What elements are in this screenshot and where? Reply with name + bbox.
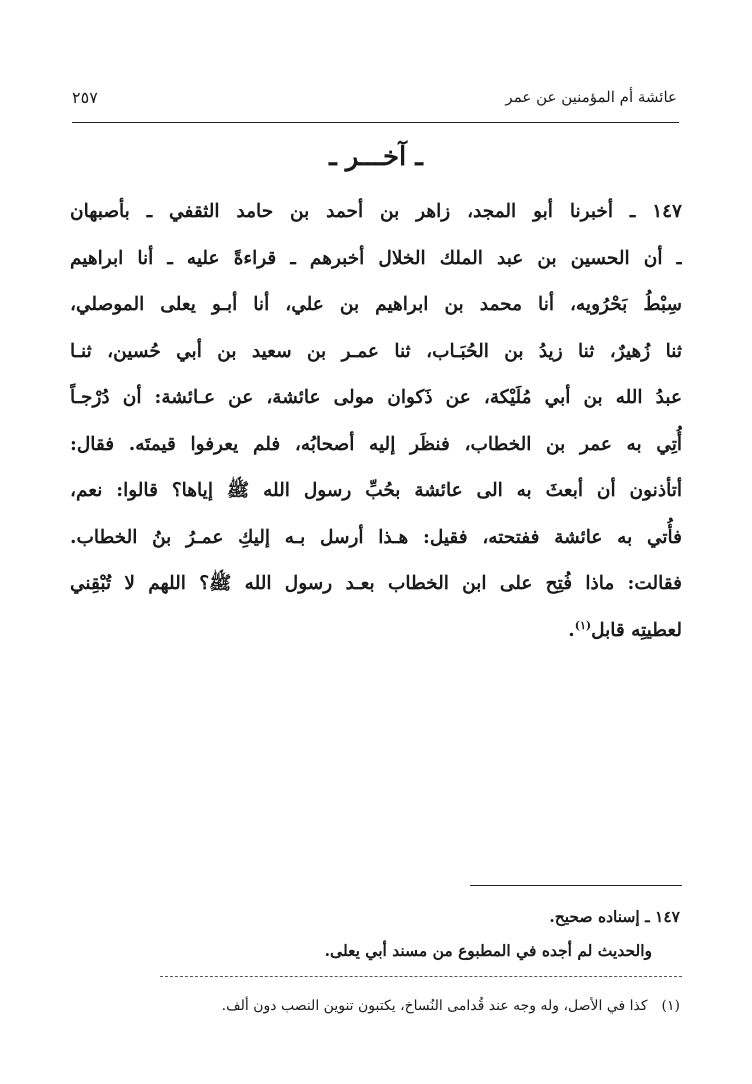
footnote-line: والحديث لم أجده في المطبوع من مسند أبي يعلى.	[324, 941, 652, 960]
last-line-text: لعطيتِه قابل	[591, 619, 682, 641]
section-heading: ـ آخـــر ـ	[329, 142, 423, 172]
footnotes	[70, 900, 680, 968]
text-line: عبدُ الله بن أبي مُلَيْكة، عن ذَكوان مولى عائشة، عن عـائشة: أن دُرْجـاً	[70, 387, 682, 408]
text-line: أُتِي به عمر بن الخطاب، فنظَر إليه أصحابُه، فلم يعرفوا قيمتَه. فقال:	[70, 433, 682, 455]
page-number: ٢٥٧	[72, 88, 98, 107]
running-header-title: عائشة أم المؤمنين عن عمر	[505, 88, 677, 106]
footnote-line: ١٤٧ ـ إسناده صحيح.	[549, 907, 680, 926]
period: .	[568, 619, 575, 641]
header-rule	[72, 122, 679, 123]
text-line: أتأذنون أن أبعثَ به الى عائشة بحُبِّ رسول الله ﷺ إياها؟ قالوا: نعم،	[70, 480, 682, 501]
text-line: ـ أن الحسين بن عبد الملك الخلال أخبرهم ـ قراءةً عليه ـ أنا ابراهيم	[70, 247, 682, 269]
text-line: فقالت: ماذا فُتِح على ابن الخطاب بعـد رسول الله ﷺ؟ اللهم لا تُبْقِني	[70, 573, 682, 594]
text-line-last	[70, 608, 682, 655]
footnote-rule	[470, 885, 682, 886]
text-line: ثنا زُهيرٌ، ثنا زيدُ بن الحُبَـاب، ثنا عمـر بن سعيد بن أبي حُسين، ثنـا	[70, 340, 682, 362]
margin-note-text: كذا في الأصل، وله وجه عند قُدامى النُساخ، يكتبون تنوين النصب دون ألف.	[221, 998, 648, 1014]
hadith-text	[70, 189, 682, 654]
text-line: ١٤٧ ـ أخبرنا أبو المجد، زاهر بن أحمد بن حامد الثقفي ـ بأصبهان	[70, 201, 682, 222]
text-line: سِبْطُ بَحْرُويه، أنا محمد بن ابراهيم بن علي، أنا أبـو يعلى الموصلي،	[70, 294, 682, 315]
footnote-marker: (١)	[574, 618, 592, 632]
margin-note-number: (١)	[661, 998, 680, 1014]
margin-note	[222, 998, 680, 1014]
dotted-divider	[160, 976, 682, 977]
text-line: فأُتي به عائشة ففتحته، فقيل: هـذا أرسل بـه إليكِ عمـرُ بنُ الخطاب.	[70, 526, 682, 548]
